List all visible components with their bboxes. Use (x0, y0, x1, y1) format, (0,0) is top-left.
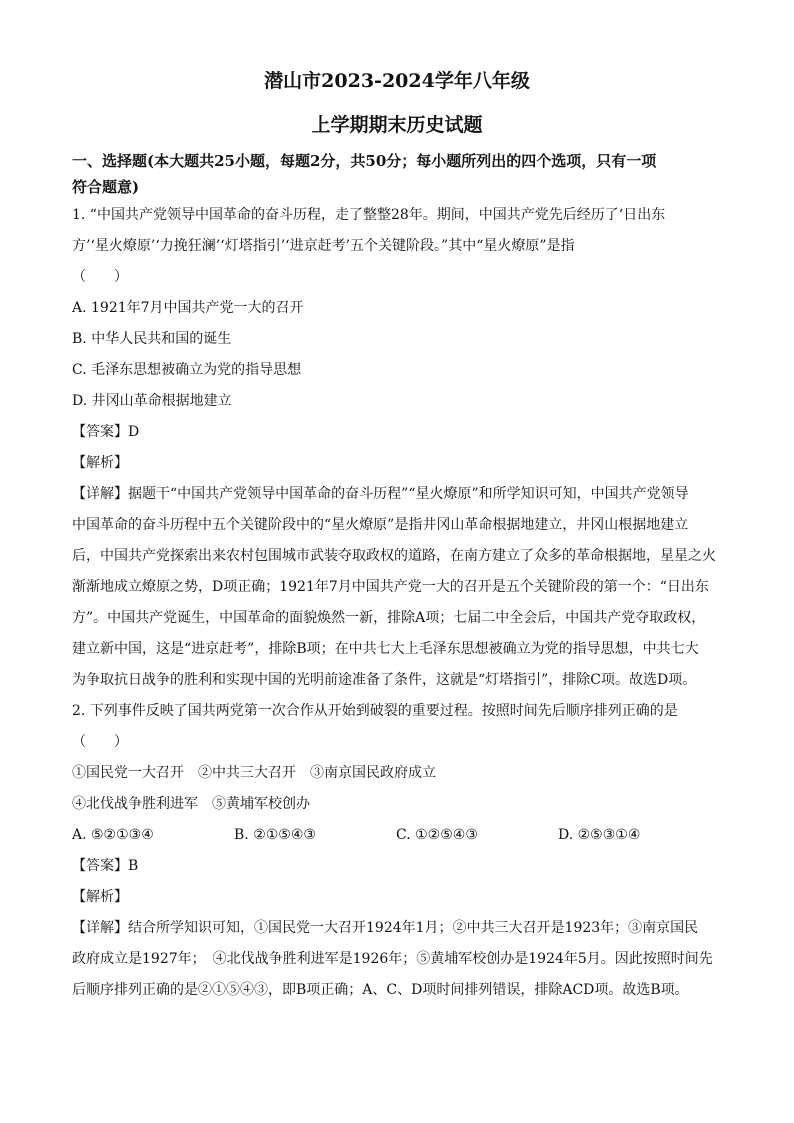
q2-options-row (72, 820, 722, 851)
q1-detail-line: 方”。中国共产党诞生，中国革命的面貌焕然一新，排除A项；七届二中全会后，中国共产党夺取政权， (72, 610, 706, 626)
q2-events-line: ④北伐战争胜利进军 ⑤黄埔军校创办 (72, 796, 310, 812)
exam-title-line1: 潜山市2023-2024学年八年级 (264, 70, 530, 92)
q2-option-b: B. ②①⑤④③ (234, 827, 316, 843)
q1-option-d: D. 井冈山革命根据地建立 (72, 393, 232, 409)
q1-detail-line: 中国革命的奋斗历程中五个关键阶段中的“星火燎原”是指井冈山革命根据地建立，井冈山根据地建立 (72, 517, 689, 533)
q2-stem-line: （ ） (72, 734, 128, 750)
q2-analysis-label: 【解析】 (72, 889, 128, 905)
q2-option-a: A. ⑤②①③④ (72, 827, 154, 843)
section-heading-line1: 一、选择题(本大题共25小题，每题2分，共50分；每小题所列出的四个选项，只有一项 (72, 152, 657, 170)
q2-events-line: ①国民党一大召开 ②中共三大召开 ③南京国民政府成立 (72, 765, 436, 781)
q1-answer: 【答案】D (72, 424, 140, 440)
q2-detail-line: 政府成立是1927年； ④北伐战争胜利进军是1926年；⑤黄埔军校创办是1924年5月。因此按照时间先 (72, 951, 713, 967)
q2-stem-line: 2. 下列事件反映了国共两党第一次合作从开始到破裂的重要过程。按照时间先后顺序排列正确的是 (72, 703, 678, 719)
q1-analysis-label: 【解析】 (72, 455, 128, 471)
q1-detail-line: 建立新中国，这是“进京赶考”，排除B项；在中共七大上毛泽东思想被确立为党的指导思想，中共七大 (72, 641, 699, 657)
q1-stem-line: 1. “中国共产党领导中国革命的奋斗历程，走了整整28年。期间，中国共产党先后经历了‘日出东 (72, 207, 666, 223)
q2-answer: 【答案】B (72, 858, 139, 874)
q1-detail-line: 【详解】据题干“中国共产党领导中国革命的奋斗历程”“星火燎原”和所学知识可知，中国共产党领导 (72, 486, 689, 502)
question-1 (72, 200, 722, 696)
q1-detail-line: 渐渐地成立燎原之势，D项正确；1921年7月中国共产党一大的召开是五个关键阶段的第一个：“日出东 (72, 579, 709, 595)
q1-detail-line: 后，中国共产党探索出来农村包围城市武装夺取政权的道路，在南方建立了众多的革命根据地，星星之火 (72, 548, 716, 564)
q2-detail-line: 后顺序排列正确的是②①⑤④③，即B项正确；A、C、D项时间排列错误，排除ACD项。故选B项。 (72, 982, 689, 998)
section-heading-line2: 符合题意) (72, 178, 140, 196)
q1-detail-line: 为争取抗日战争的胜利和实现中国的光明前途准备了条件，这就是“灯塔指引”，排除C项。故选D项。 (72, 672, 697, 688)
q1-option-b: B. 中华人民共和国的诞生 (72, 331, 232, 347)
q2-option-c: C. ①②⑤④③ (396, 827, 478, 843)
q1-option-c: C. 毛泽东思想被确立为党的指导思想 (72, 362, 302, 378)
q1-option-a: A. 1921年7月中国共产党一大的召开 (72, 300, 304, 316)
question-2 (72, 696, 722, 1006)
exam-title-line2: 上学期期末历史试题 (311, 114, 483, 136)
section-heading (72, 148, 722, 200)
q2-detail-line: 【详解】结合所学知识可知，①国民党一大召开1924年1月；②中共三大召开是1923年；③南京国民 (72, 920, 699, 936)
q2-option-d: D. ②⑤③①④ (558, 827, 641, 843)
q1-stem-line: （ ） (72, 269, 128, 285)
q1-stem-line: 方’‘星火燎原’‘力挽狂澜’‘灯塔指引’‘进京赶考’五个关键阶段。”其中“星火燎原”是指 (72, 238, 575, 254)
